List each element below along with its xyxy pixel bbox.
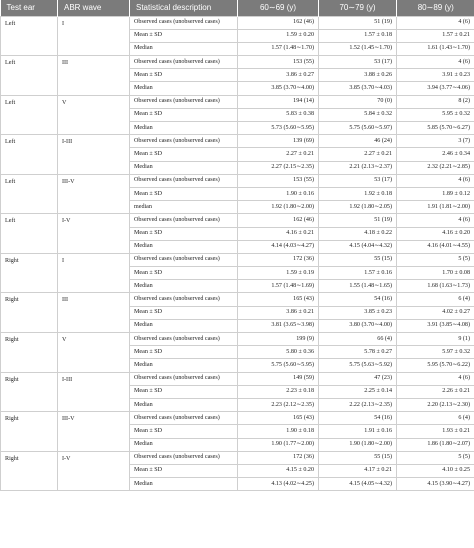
statistical-description-cell: Median — [130, 398, 238, 411]
statistical-description-cell: Mean ± SD — [130, 69, 238, 82]
statistical-description-cell: Mean ± SD — [130, 29, 238, 42]
statistical-description-cell: Mean ± SD — [130, 187, 238, 200]
age-70-79-value: 5.75 (5.60∼5.97) — [319, 122, 397, 135]
age-70-79-value: 54 (16) — [319, 293, 397, 306]
age-60-69-value: 1.90 (1.77∼2.00) — [238, 438, 319, 451]
age-80-89-value: 5.95 (5.70∼6.22) — [397, 359, 474, 372]
statistical-description-cell: Mean ± SD — [130, 346, 238, 359]
abr-wave-cell: I-III — [58, 135, 130, 175]
table-row — [1, 333, 474, 346]
age-80-89-value: 1.68 (1.63∼1.73) — [397, 280, 474, 293]
age-70-79-value: 51 (19) — [319, 16, 397, 29]
statistical-description-cell: Median — [130, 82, 238, 95]
age-70-79-value: 3.88 ± 0.26 — [319, 69, 397, 82]
statistical-description-cell: Observed cases (unobserved cases) — [130, 174, 238, 187]
age-80-89-value: 1.57 ± 0.21 — [397, 29, 474, 42]
statistical-description-cell: Observed cases (unobserved cases) — [130, 56, 238, 69]
abr-wave-cell: III — [58, 293, 130, 333]
age-80-89-value: 4.16 ± 0.20 — [397, 227, 474, 240]
statistical-description-cell: Observed cases (unobserved cases) — [130, 253, 238, 266]
statistical-description-cell: Mean ± SD — [130, 425, 238, 438]
age-70-79-value: 55 (15) — [319, 451, 397, 464]
statistical-description-cell: median — [130, 201, 238, 214]
age-70-79-value: 46 (24) — [319, 135, 397, 148]
header-statistical-description: Statistical description — [130, 0, 238, 16]
table-row — [1, 293, 474, 306]
statistical-description-cell: Observed cases (unobserved cases) — [130, 214, 238, 227]
table-row — [1, 174, 474, 187]
header-age-80-89: 80∼89 (y) — [397, 0, 474, 16]
age-80-89-value: 4.10 ± 0.25 — [397, 464, 474, 477]
abr-wave-cell: III-V — [58, 174, 130, 214]
statistical-description-cell: Observed cases (unobserved cases) — [130, 333, 238, 346]
test-ear-cell: Right — [1, 333, 58, 373]
statistical-description-cell: Median — [130, 161, 238, 174]
age-80-89-value: 5.85 (5.70∼6.27) — [397, 122, 474, 135]
table-row — [1, 135, 474, 148]
statistical-description-cell: Observed cases (unobserved cases) — [130, 135, 238, 148]
statistical-description-cell: Observed cases (unobserved cases) — [130, 372, 238, 385]
statistical-description-cell: Mean ± SD — [130, 148, 238, 161]
age-60-69-value: 5.83 ± 0.38 — [238, 108, 319, 121]
abr-wave-cell: III — [58, 56, 130, 96]
age-70-79-value: 4.15 (4.05∼4.32) — [319, 478, 397, 491]
statistical-description-cell: Mean ± SD — [130, 306, 238, 319]
age-70-79-value: 2.21 (2.13∼2.37) — [319, 161, 397, 174]
age-60-69-value: 1.59 ± 0.20 — [238, 29, 319, 42]
age-70-79-value: 5.78 ± 0.27 — [319, 346, 397, 359]
age-70-79-value: 1.55 (1.48∼1.65) — [319, 280, 397, 293]
age-80-89-value: 8 (2) — [397, 95, 474, 108]
abr-wave-cell: I — [58, 16, 130, 56]
age-60-69-value: 3.86 ± 0.27 — [238, 69, 319, 82]
age-60-69-value: 149 (59) — [238, 372, 319, 385]
age-60-69-value: 5.73 (5.60∼5.95) — [238, 122, 319, 135]
age-70-79-value: 5.75 (5.63∼5.92) — [319, 359, 397, 372]
age-60-69-value: 1.90 ± 0.18 — [238, 425, 319, 438]
age-80-89-value: 5 (5) — [397, 451, 474, 464]
age-70-79-value: 1.52 (1.45∼1.70) — [319, 42, 397, 55]
age-60-69-value: 3.85 (3.70∼4.00) — [238, 82, 319, 95]
test-ear-cell: Right — [1, 412, 58, 452]
age-70-79-value: 51 (19) — [319, 214, 397, 227]
age-60-69-value: 153 (55) — [238, 174, 319, 187]
age-70-79-value: 1.90 (1.80∼2.00) — [319, 438, 397, 451]
table-row — [1, 372, 474, 385]
age-80-89-value: 5.95 ± 0.32 — [397, 108, 474, 121]
age-70-79-value: 66 (4) — [319, 333, 397, 346]
age-60-69-value: 5.80 ± 0.36 — [238, 346, 319, 359]
age-80-89-value: 1.70 ± 0.08 — [397, 267, 474, 280]
table-row — [1, 95, 474, 108]
statistical-description-cell: Median — [130, 42, 238, 55]
age-80-89-value: 4.16 (4.01∼4.55) — [397, 240, 474, 253]
header-age-70-79: 70∼79 (y) — [319, 0, 397, 16]
age-60-69-value: 153 (55) — [238, 56, 319, 69]
age-70-79-value: 4.18 ± 0.22 — [319, 227, 397, 240]
header-age-60-69: 60∼69 (y) — [238, 0, 319, 16]
age-70-79-value: 2.22 (2.13∼2.35) — [319, 398, 397, 411]
statistical-description-cell: Mean ± SD — [130, 108, 238, 121]
statistical-description-cell: Observed cases (unobserved cases) — [130, 412, 238, 425]
test-ear-cell: Left — [1, 214, 58, 254]
abr-wave-cell: I-III — [58, 372, 130, 412]
test-ear-cell: Right — [1, 293, 58, 333]
table-row — [1, 451, 474, 464]
age-70-79-value: 3.80 (3.70∼4.00) — [319, 319, 397, 332]
age-60-69-value: 3.86 ± 0.21 — [238, 306, 319, 319]
abr-wave-cell: I-V — [58, 451, 130, 491]
header-abr-wave: ABR wave — [58, 0, 130, 16]
age-60-69-value: 4.13 (4.02∼4.25) — [238, 478, 319, 491]
abr-wave-cell: I-V — [58, 214, 130, 254]
statistical-description-cell: Mean ± SD — [130, 385, 238, 398]
header-row — [1, 0, 474, 16]
table-body — [1, 16, 474, 491]
statistical-description-cell: Mean ± SD — [130, 227, 238, 240]
age-60-69-value: 2.23 (2.12∼2.35) — [238, 398, 319, 411]
age-80-89-value: 3.91 (3.85∼4.08) — [397, 319, 474, 332]
age-60-69-value: 2.27 ± 0.21 — [238, 148, 319, 161]
age-60-69-value: 1.57 (1.48∼1.69) — [238, 280, 319, 293]
age-70-79-value: 1.57 ± 0.18 — [319, 29, 397, 42]
age-70-79-value: 1.92 (1.80∼2.05) — [319, 201, 397, 214]
statistical-description-cell: Mean ± SD — [130, 464, 238, 477]
test-ear-cell: Right — [1, 451, 58, 491]
test-ear-cell: Left — [1, 135, 58, 175]
age-80-89-value: 4.02 ± 0.27 — [397, 306, 474, 319]
age-60-69-value: 162 (46) — [238, 16, 319, 29]
age-80-89-value: 5 (5) — [397, 253, 474, 266]
age-80-89-value: 9 (1) — [397, 333, 474, 346]
age-60-69-value: 172 (36) — [238, 451, 319, 464]
statistical-description-cell: Observed cases (unobserved cases) — [130, 95, 238, 108]
age-70-79-value: 54 (16) — [319, 412, 397, 425]
abr-wave-cell: V — [58, 333, 130, 373]
table-row — [1, 16, 474, 29]
age-60-69-value: 4.16 ± 0.21 — [238, 227, 319, 240]
age-60-69-value: 165 (43) — [238, 293, 319, 306]
abr-wave-cell: I — [58, 253, 130, 293]
age-80-89-value: 4 (6) — [397, 174, 474, 187]
age-70-79-value: 53 (17) — [319, 56, 397, 69]
age-80-89-value: 3.91 ± 0.23 — [397, 69, 474, 82]
age-60-69-value: 1.90 ± 0.16 — [238, 187, 319, 200]
age-80-89-value: 2.26 ± 0.21 — [397, 385, 474, 398]
header-test-ear: Test ear — [1, 0, 58, 16]
table-header — [1, 0, 474, 16]
age-80-89-value: 3 (7) — [397, 135, 474, 148]
statistical-description-cell: Median — [130, 240, 238, 253]
age-80-89-value: 1.93 ± 0.21 — [397, 425, 474, 438]
age-80-89-value: 4 (6) — [397, 372, 474, 385]
age-70-79-value: 2.25 ± 0.14 — [319, 385, 397, 398]
statistical-description-cell: Mean ± SD — [130, 267, 238, 280]
statistical-description-cell: Median — [130, 280, 238, 293]
statistical-description-cell: Median — [130, 319, 238, 332]
age-60-69-value: 2.23 ± 0.18 — [238, 385, 319, 398]
table-row — [1, 56, 474, 69]
statistical-description-cell: Median — [130, 478, 238, 491]
age-70-79-value: 4.17 ± 0.21 — [319, 464, 397, 477]
statistical-description-cell: Median — [130, 122, 238, 135]
age-70-79-value: 47 (23) — [319, 372, 397, 385]
test-ear-cell: Right — [1, 372, 58, 412]
table-row — [1, 253, 474, 266]
age-80-89-value: 4.15 (3.90∼4.27) — [397, 478, 474, 491]
age-80-89-value: 1.61 (1.43∼1.70) — [397, 42, 474, 55]
age-80-89-value: 4 (6) — [397, 56, 474, 69]
age-60-69-value: 1.92 (1.80∼2.00) — [238, 201, 319, 214]
test-ear-cell: Left — [1, 174, 58, 214]
age-60-69-value: 165 (43) — [238, 412, 319, 425]
age-80-89-value: 2.46 ± 0.34 — [397, 148, 474, 161]
age-70-79-value: 1.57 ± 0.16 — [319, 267, 397, 280]
age-70-79-value: 53 (17) — [319, 174, 397, 187]
age-60-69-value: 162 (46) — [238, 214, 319, 227]
age-60-69-value: 1.57 (1.48∼1.70) — [238, 42, 319, 55]
age-60-69-value: 199 (9) — [238, 333, 319, 346]
age-70-79-value: 3.85 ± 0.23 — [319, 306, 397, 319]
age-70-79-value: 1.91 ± 0.16 — [319, 425, 397, 438]
statistical-description-cell: Observed cases (unobserved cases) — [130, 293, 238, 306]
age-70-79-value: 4.15 (4.04∼4.32) — [319, 240, 397, 253]
age-80-89-value: 4 (6) — [397, 16, 474, 29]
age-60-69-value: 2.27 (2.15∼2.35) — [238, 161, 319, 174]
age-80-89-value: 3.94 (3.77∼4.06) — [397, 82, 474, 95]
age-80-89-value: 1.89 ± 0.12 — [397, 187, 474, 200]
age-70-79-value: 55 (15) — [319, 253, 397, 266]
statistical-description-cell: Median — [130, 438, 238, 451]
table-row — [1, 412, 474, 425]
age-80-89-value: 2.20 (2.13∼2.30) — [397, 398, 474, 411]
age-60-69-value: 4.15 ± 0.20 — [238, 464, 319, 477]
age-80-89-value: 4 (6) — [397, 214, 474, 227]
age-60-69-value: 172 (36) — [238, 253, 319, 266]
age-70-79-value: 5.84 ± 0.32 — [319, 108, 397, 121]
test-ear-cell: Left — [1, 16, 58, 56]
age-70-79-value: 3.85 (3.70∼4.03) — [319, 82, 397, 95]
test-ear-cell: Right — [1, 253, 58, 293]
test-ear-cell: Left — [1, 56, 58, 96]
age-60-69-value: 3.81 (3.65∼3.98) — [238, 319, 319, 332]
age-80-89-value: 2.32 (2.21∼2.85) — [397, 161, 474, 174]
age-60-69-value: 194 (14) — [238, 95, 319, 108]
age-70-79-value: 70 (0) — [319, 95, 397, 108]
abr-wave-cell: III-V — [58, 412, 130, 452]
table-row — [1, 214, 474, 227]
age-70-79-value: 2.27 ± 0.21 — [319, 148, 397, 161]
statistical-description-cell: Observed cases (unobserved cases) — [130, 16, 238, 29]
test-ear-cell: Left — [1, 95, 58, 135]
statistical-description-cell: Median — [130, 359, 238, 372]
age-80-89-value: 6 (4) — [397, 293, 474, 306]
age-60-69-value: 1.59 ± 0.19 — [238, 267, 319, 280]
abr-wave-cell: V — [58, 95, 130, 135]
age-60-69-value: 4.14 (4.03∼4.27) — [238, 240, 319, 253]
age-60-69-value: 5.75 (5.60∼5.95) — [238, 359, 319, 372]
age-80-89-value: 1.86 (1.80∼2.07) — [397, 438, 474, 451]
age-80-89-value: 5.97 ± 0.32 — [397, 346, 474, 359]
statistical-description-cell: Observed cases (unobserved cases) — [130, 451, 238, 464]
age-70-79-value: 1.92 ± 0.18 — [319, 187, 397, 200]
age-60-69-value: 139 (69) — [238, 135, 319, 148]
age-80-89-value: 1.91 (1.81∼2.00) — [397, 201, 474, 214]
age-80-89-value: 6 (4) — [397, 412, 474, 425]
